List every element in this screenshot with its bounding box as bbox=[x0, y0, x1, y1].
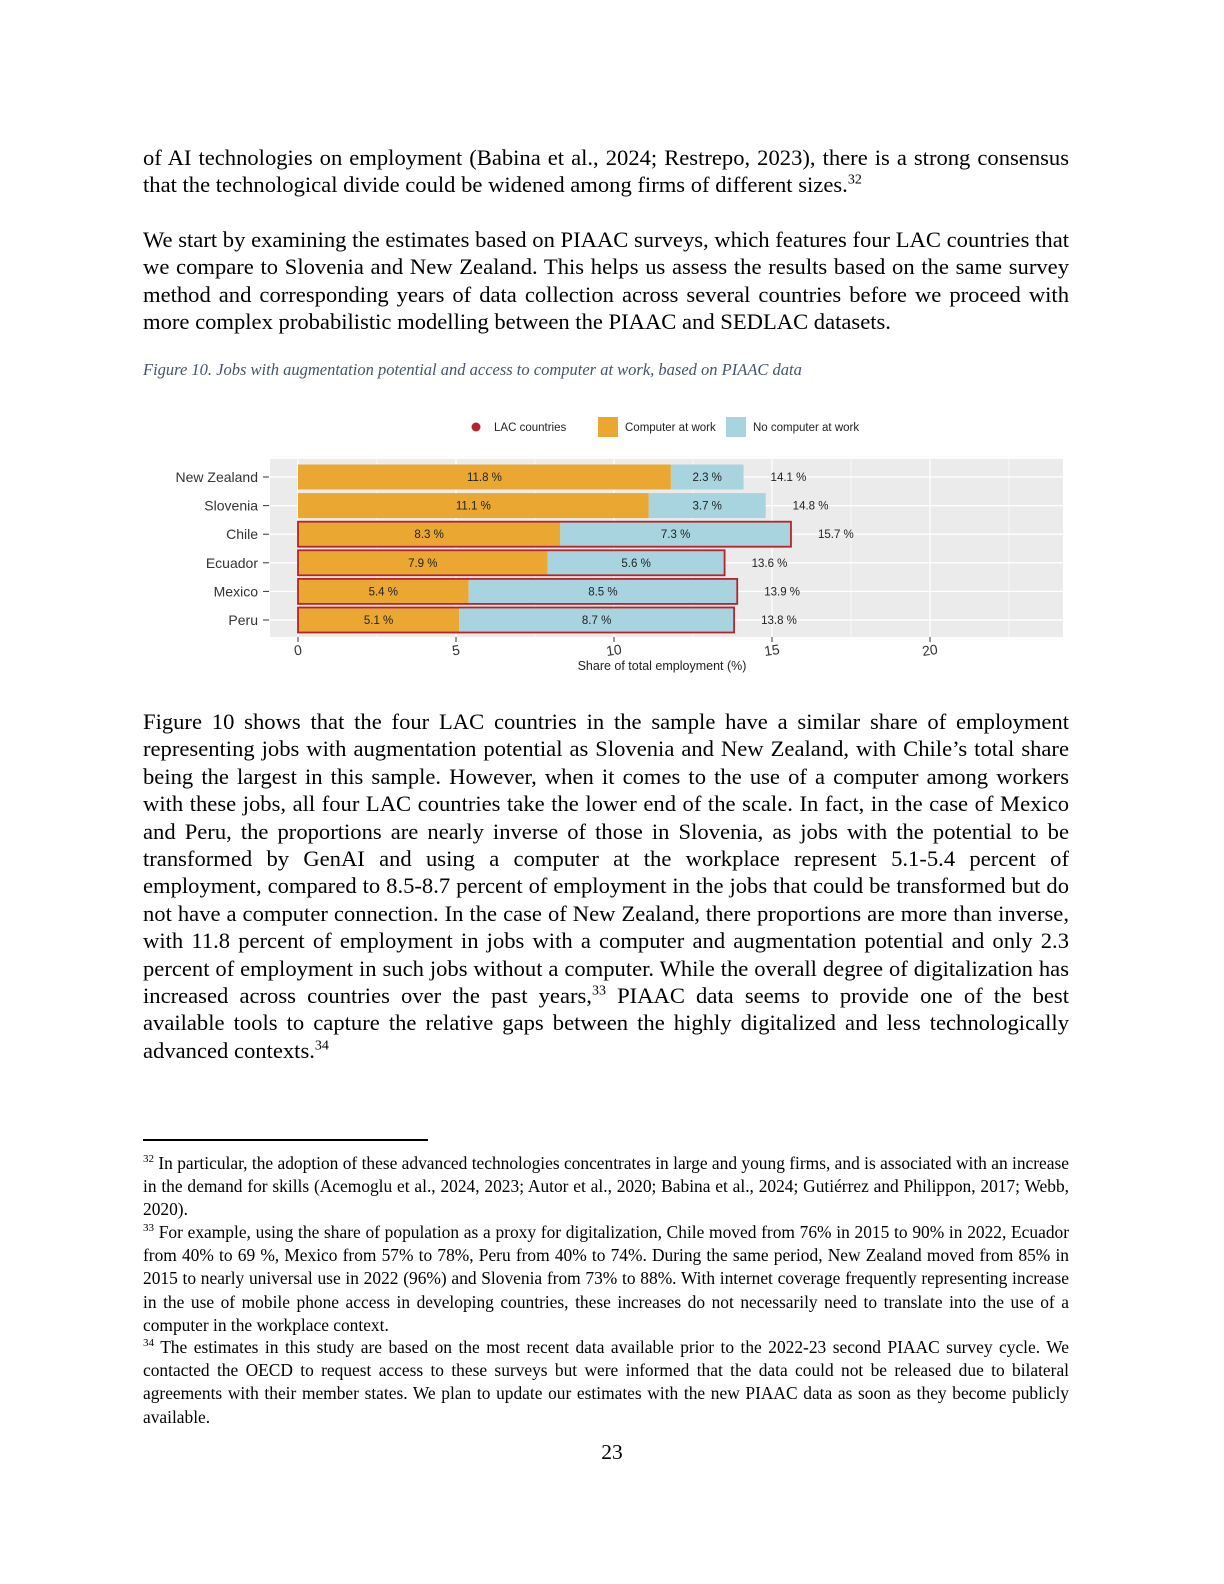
footnote-number: 33 bbox=[143, 1222, 154, 1235]
footnote-number: 34 bbox=[143, 1337, 154, 1350]
page-number: 23 bbox=[601, 1440, 623, 1464]
data-label-computer-at-work: 11.8 % bbox=[466, 472, 502, 484]
x-tick-label: 5 bbox=[450, 641, 461, 659]
x-tick-label: 10 bbox=[605, 641, 623, 660]
footnote-number: 32 bbox=[143, 1153, 154, 1166]
legend-key-no-computer bbox=[726, 417, 746, 437]
footnote-text: The estimates in this study are based on the most recent data available prior to the 2022-23 second PIAAC survey cycle. We contacted the OECD to request access to these surveys but were informed that the data could not be released due to bilateral agreements with their member states. We plan to update our estimates with the new PIAAC data as soon as they become publicly available. bbox=[143, 1337, 1069, 1427]
legend-key-computer bbox=[598, 417, 618, 437]
legend-label: No computer at work bbox=[753, 422, 860, 434]
legend-label: LAC countries bbox=[494, 422, 567, 434]
footnote-32 bbox=[143, 1152, 1069, 1222]
paragraph-figure-discussion bbox=[143, 708, 1069, 1064]
data-label-computer-at-work: 11.1 % bbox=[455, 500, 491, 513]
y-tick-label: Ecuador bbox=[205, 554, 258, 571]
paragraph-intro bbox=[143, 144, 1069, 199]
x-tick-label: 20 bbox=[921, 641, 939, 660]
paragraph-text: PIAAC data seems to provide one of the best available tools to capture the relative gaps between the highly digitalized and less technologically advanced contexts. bbox=[143, 983, 1069, 1063]
footnote-text: In particular, the adoption of these advanced technologies concentrates in large and young firms, and is associated with an increase in the demand for skills (Acemoglu et al., 2024, 2023; Autor et al., 2020; Babina et al., 2024; Gutiérrez and Philippon, 2017; Webb, 2020). bbox=[143, 1153, 1069, 1220]
data-label-no-computer-at-work: 2.3 % bbox=[692, 472, 722, 484]
figure-caption: Figure 10. Jobs with augmentation potential and access to computer at work, based on PIAAC data bbox=[143, 360, 802, 379]
data-label-total: 13.6 % bbox=[751, 557, 788, 570]
paragraph-text: Figure 10 shows that the four LAC countries in the sample have a similar share of employment representing jobs with augmentation potential as Slovenia and New Zealand, with Chile’s total share being the largest in this sample. However, when it comes to the use of a computer among workers with these jobs, all four LAC countries take the lower end of the scale. In fact, in the case of Mexico and Peru, the proportions are nearly inverse of those in Slovenia, as jobs with the potential to be transformed by GenAI and using a computer at the workplace represent 5.1-5.4 percent of employment, compared to 8.5-8.7 percent of employment in the jobs that could be transformed but do not have a computer connection. In the case of New Zealand, there proportions are more than inverse, with 11.8 percent of employment in jobs with a computer and augmentation potential and only 2.3 percent of employment in such jobs without a computer. While the overall degree of digitalization has increased across countries over the past years, bbox=[143, 709, 1069, 1009]
data-label-total: 13.8 % bbox=[761, 615, 797, 627]
data-label-no-computer-at-work: 5.6 % bbox=[621, 557, 651, 570]
footnote-text: For example, using the share of population as a proxy for digitalization, Chile moved from 76% in 2015 to 90% in 2022, Ecuador from 40% to 69 %, Mexico from 57% to 78%, Peru from 40% to 74%. During the same period, New Zealand moved from 85% in 2015 to nearly universal use in 2022 (96%) and Slovenia from 73% to 88%. With internet coverage frequently representing increase in the use of mobile phone access in developing countries, these increases do not necessarily need to translate into the use of a computer in the workplace context. bbox=[143, 1222, 1069, 1335]
paragraph-text: of AI technologies on employment (Babina et al., 2024; Restrepo, 2023), there is a strong consensus that the technological divide could be widened among firms of different sizes. bbox=[143, 145, 1069, 198]
data-label-computer-at-work: 8.3 % bbox=[414, 529, 444, 542]
chart-legend bbox=[472, 417, 860, 437]
data-label-total: 14.8 % bbox=[792, 500, 829, 513]
footnote-divider bbox=[143, 1139, 428, 1141]
data-label-no-computer-at-work: 8.5 % bbox=[588, 586, 618, 599]
x-axis-label: Share of total employment (%) bbox=[577, 659, 747, 673]
data-label-total: 13.9 % bbox=[764, 586, 801, 599]
legend-key-lac bbox=[472, 423, 481, 432]
footnote-ref[interactable]: 33 bbox=[591, 983, 606, 999]
footnote-ref[interactable]: 34 bbox=[314, 1038, 329, 1054]
legend-label: Computer at work bbox=[625, 422, 716, 434]
data-label-total: 14.1 % bbox=[770, 472, 807, 484]
data-label-no-computer-at-work: 3.7 % bbox=[692, 500, 722, 513]
data-label-total: 15.7 % bbox=[817, 529, 854, 542]
footnote-34 bbox=[143, 1336, 1069, 1429]
data-label-computer-at-work: 5.1 % bbox=[363, 615, 394, 627]
x-tick-label: 15 bbox=[763, 641, 781, 660]
data-label-no-computer-at-work: 7.3 % bbox=[660, 529, 691, 542]
data-label-computer-at-work: 7.9 % bbox=[408, 557, 438, 570]
data-label-no-computer-at-work: 8.7 % bbox=[581, 615, 612, 627]
y-tick-label: Mexico bbox=[213, 583, 258, 600]
footnote-ref[interactable]: 32 bbox=[847, 172, 862, 188]
figure-chart bbox=[140, 405, 1080, 680]
y-tick-label: New Zealand bbox=[175, 469, 258, 485]
x-tick-label: 0 bbox=[292, 641, 303, 659]
paragraph-piaac: We start by examining the estimates based on PIAAC surveys, which features four LAC countries that we compare to Slovenia and New Zealand. This helps us assess the results based on the same survey method and corresponding years of data collection across several countries before we proceed with more complex probabilistic modelling between the PIAAC and SEDLAC datasets. bbox=[143, 227, 1069, 335]
data-label-computer-at-work: 5.4 % bbox=[368, 586, 399, 599]
y-tick-label: Peru bbox=[228, 612, 258, 628]
y-tick-label: Chile bbox=[226, 526, 258, 543]
footnote-33 bbox=[143, 1221, 1069, 1337]
y-tick-label: Slovenia bbox=[204, 497, 258, 514]
